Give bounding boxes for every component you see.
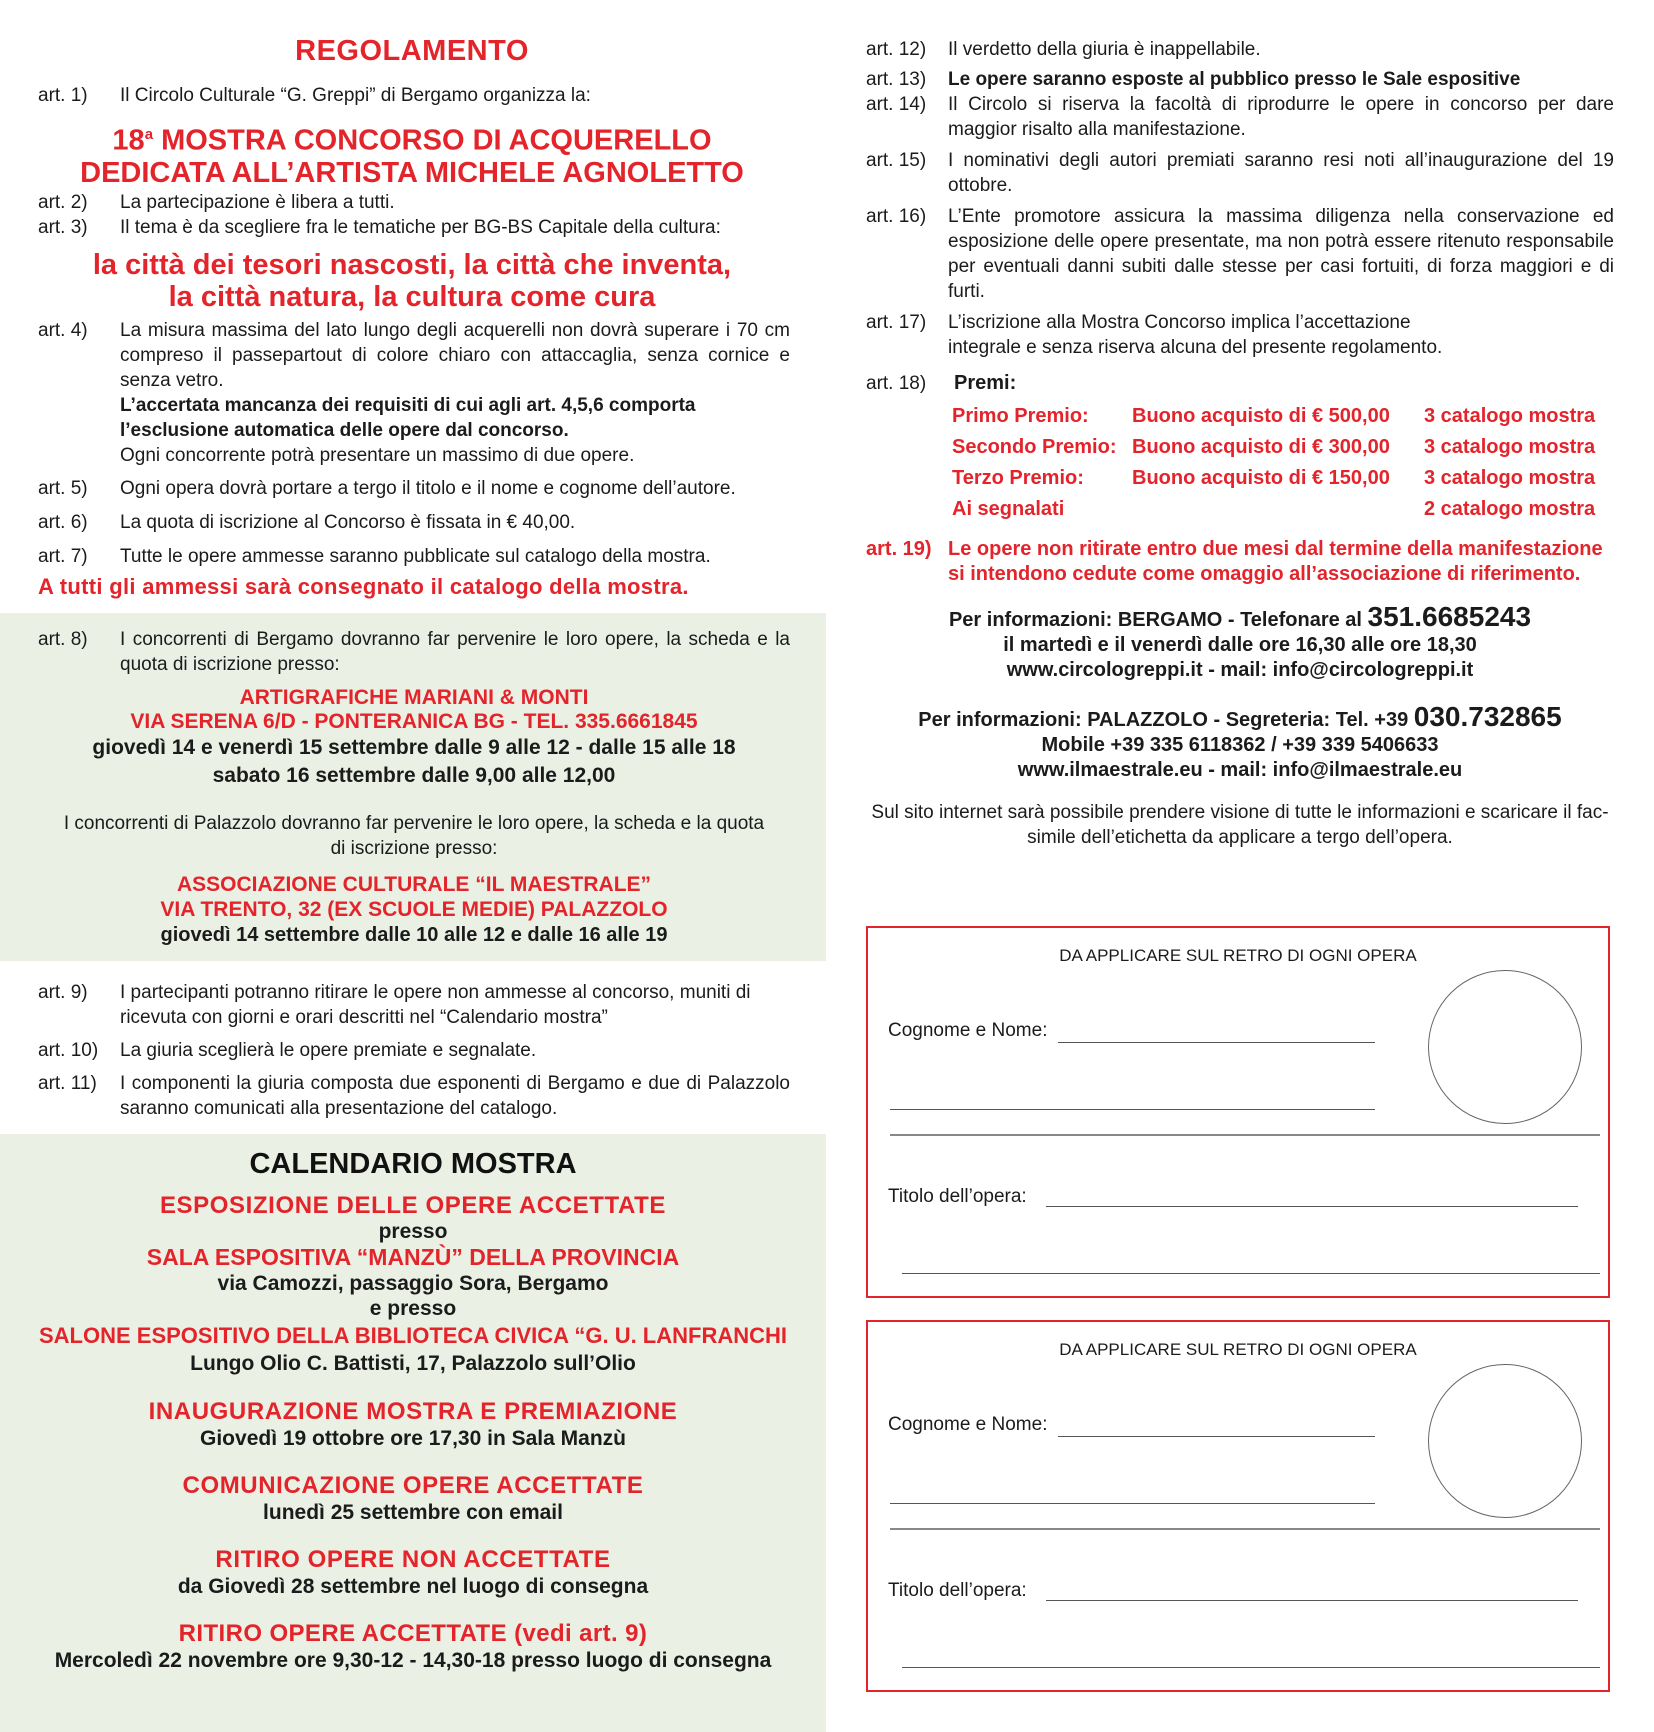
art-13: art. 13) Le opere saranno esposte al pubblico presso le Sale espositive — [866, 69, 1521, 90]
calendar-title: CALENDARIO MOSTRA — [249, 1148, 577, 1180]
art-18: art. 18) Premi: Primo Premio: Buono acquisto di € 500,00 3 catalogo mostra Secondo Premio: Buono acquisto di € 300,00 3 catalogo mostra Terzo Premio: Buono acquisto di € 150,00 3 catalogo mostra Ai segnalati 2 catalogo mostra — [866, 371, 1614, 523]
art-11: art. 11) I componenti la giuria composta due esponenti di Bergamo e due di Palazzolo saranno comunicati alla presentazione del catalogo. — [38, 1073, 790, 1119]
art-5: art. 5) Ogni opera dovrà portare a tergo il titolo e il nome e cognome dell’autore. — [38, 478, 736, 499]
art-1: art. 1) Il Circolo Culturale “G. Greppi” di Bergamo organizza la: — [38, 85, 591, 106]
art-12: art. 12) Il verdetto della giuria è inappellabile. — [866, 39, 1261, 60]
name-line[interactable] — [1058, 1436, 1375, 1437]
title-line[interactable] — [1046, 1206, 1578, 1207]
back-label-2 — [866, 1320, 1610, 1692]
palazzolo-intro: I concorrenti di Palazzolo dovranno far pervenire le loro opere, la scheda e la quota di iscrizione presso: — [63, 813, 765, 859]
name-line-2[interactable] — [890, 1503, 1375, 1504]
title-line-2[interactable] — [902, 1273, 1600, 1274]
catalog-note: A tutti gli ammessi sarà consegnato il catalogo della mostra. — [38, 574, 689, 599]
separator — [890, 1134, 1600, 1136]
art-14: art. 14) Il Circolo si riserva la facoltà di riprodurre le opere in concorso per dare maggior risalto alla manifestazione. — [866, 94, 1614, 140]
art-4: art. 4) La misura massima del lato lungo degli acquerelli non dovrà superare i 70 cm compreso il passepartout di colore chiaro con attaccaglia, senza cornice e senza vetro. L’accertata mancanza dei requisiti di cui agli art. 4,5,6 comporta l’esclusione automatica delle opere dal concorso. Ogni concorrente potrà presentare un massimo di due opere. — [38, 320, 790, 466]
title-label: Titolo dell’opera: — [888, 1186, 1027, 1207]
label-header: DA APPLICARE SUL RETRO DI OGNI OPERA — [1059, 1340, 1417, 1359]
stamp-circle — [1428, 1364, 1582, 1518]
name-label: Cognome e Nome: — [888, 1414, 1048, 1435]
title-line[interactable] — [1046, 1600, 1578, 1601]
separator — [890, 1528, 1600, 1530]
art-19: art. 19) Le opere non ritirate entro due mesi dal termine della manifestazione si intendono cedute come omaggio all’associazione di riferimento. — [866, 538, 1603, 585]
art-3: art. 3) Il tema è da scegliere fra le tematiche per BG-BS Capitale della cultura: — [38, 217, 721, 238]
calendar-section: CALENDARIO MOSTRA ESPOSIZIONE DELLE OPERE ACCETTATE presso SALA ESPOSITIVA “MANZÙ” DELLA PROVINCIA via Camozzi, passaggio Sora, Bergamo e presso SALONE ESPOSITIVO DELLA BIBLIOTECA CIVICA “G. U. LANFRANCHI Lungo Olio C. Battisti, 17, Palazzolo sull’Olio INAUGURAZIONE MOSTRA E PREMIAZIONE Giovedì 19 ottobre ore 17,30 in Sala Manzù COMUNICAZIONE OPERE ACCETTATE lunedì 25 settembre con email RITIRO OPERE NON ACCETTATE da Giovedì 28 settembre nel luogo di consegna RITIRO OPERE ACCETTATE (vedi art. 9) Mercoledì 22 novembre ore 9,30-12 - 14,30-18 presso luogo di consegna — [20, 1146, 806, 1674]
art-7: art. 7) Tutte le opere ammesse saranno pubblicate sul catalogo della mostra. — [38, 546, 711, 567]
art-10: art. 10) La giuria sceglierà le opere premiate e segnalate. — [38, 1040, 537, 1061]
art-15: art. 15) I nominativi degli autori premiati saranno resi noti all’inaugurazione del 19 ottobre. — [866, 150, 1614, 196]
theme-title: la città dei tesori nascosti, la città che inventa, la città natura, la cultura come cura — [92, 249, 732, 313]
art-9: art. 9) I partecipanti potranno ritirare le opere non ammesse al concorso, muniti di ricevuta con giorni e orari descritti nel “Calendario mostra” — [38, 982, 751, 1028]
palazzolo-drop-off: ASSOCIAZIONE CULTURALE “IL MAESTRALE” VIA TRENTO, 32 (EX SCUOLE MEDIE) PALAZZOLO giovedì 14 settembre dalle 10 alle 12 e dalle 16 alle 19 — [160, 873, 668, 946]
name-line-2[interactable] — [890, 1109, 1375, 1110]
info-palazzolo: Per informazioni: PALAZZOLO - Segreteria: Tel. +39 030.732865 Mobile +39 335 6118362 / +39 339 5406633 www.ilmaestrale.eu - mail: info@ilmaestrale.eu — [918, 701, 1562, 781]
info-bergamo: Per informazioni: BERGAMO - Telefonare al 351.6685243 il martedì e il venerdì dalle ore 16,30 alle ore 18,30 www.circologreppi.it - mail: info@circologreppi.it — [948, 601, 1532, 681]
back-label-1 — [866, 926, 1610, 1298]
title-label: Titolo dell’opera: — [888, 1580, 1027, 1601]
art-6: art. 6) La quota di iscrizione al Concorso è fissata in € 40,00. — [38, 512, 576, 533]
name-line[interactable] — [1058, 1042, 1375, 1043]
stamp-circle — [1428, 970, 1582, 1124]
site-note: Sul sito internet sarà possibile prendere visione di tutte le informazioni e scaricare il fac-simile dell’etichetta da applicare a tergo dell’opera. — [871, 802, 1609, 848]
art-2: art. 2) La partecipazione è libera a tutti. — [38, 192, 395, 213]
regolamento-title: REGOLAMENTO — [295, 35, 529, 67]
art-17: art. 17) L’iscrizione alla Mostra Concorso implica l’accettazione integrale e senza riserva alcuna del presente regolamento. — [866, 312, 1443, 358]
prizes-table: Primo Premio: Buono acquisto di € 500,00 3 catalogo mostra Secondo Premio: Buono acquisto di € 300,00 3 catalogo mostra Terzo Premio: Buono acquisto di € 150,00 3 catalogo mostra Ai segnalati 2 catalogo mostra — [952, 405, 1596, 520]
mostra-title: 18$^a$ MOSTRA CONCORSO DI ACQUERELLO DEDICATA ALL’ARTISTA MICHELE AGNOLETTO — [80, 124, 744, 189]
art-16: art. 16) L’Ente promotore assicura la massima diligenza nella conservazione ed esposizione delle opere presentate, ma non potrà essere ritenuto responsabile per eventuali danni subiti dalle stesse per casi fortuiti, di forza maggiori e di furti. — [866, 206, 1614, 302]
art-8: art. 8) I concorrenti di Bergamo dovranno far pervenire le loro opere, la scheda e la quota di iscrizione presso: — [38, 629, 790, 675]
title-line-2[interactable] — [902, 1667, 1600, 1668]
bergamo-drop-off: ARTIGRAFICHE MARIANI & MONTI VIA SERENA 6/D - PONTERANICA BG - TEL. 335.6661845 giovedì 14 e venerdì 15 settembre dalle 9 alle 12 - dalle 15 alle 18 sabato 16 settembre dalle 9,00 alle 12,00 — [92, 686, 736, 787]
label-header: DA APPLICARE SUL RETRO DI OGNI OPERA — [1059, 946, 1417, 965]
name-label: Cognome e Nome: — [888, 1020, 1048, 1041]
